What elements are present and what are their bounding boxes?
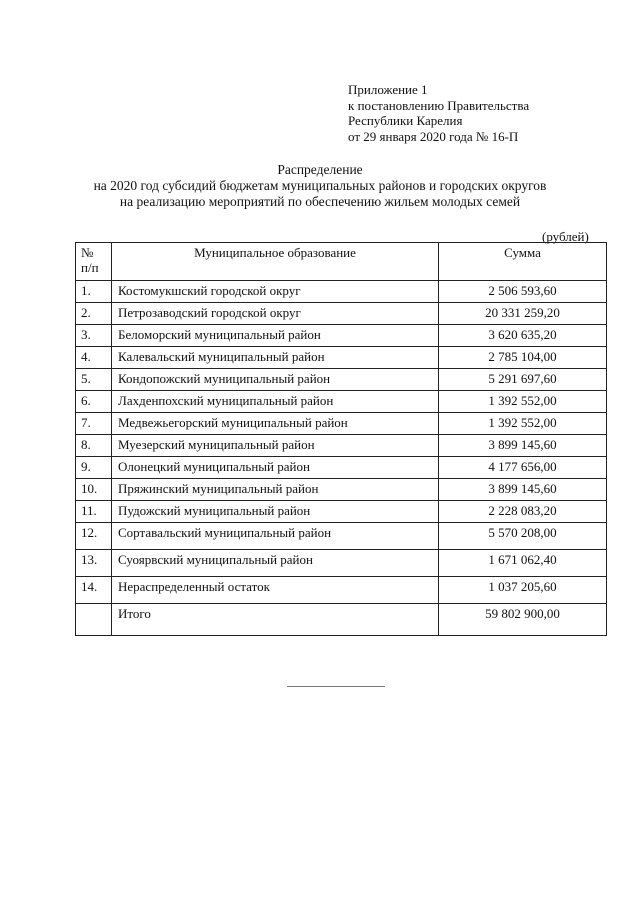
table-row xyxy=(76,325,607,347)
table-total-row xyxy=(76,604,607,636)
municipality-name: Сортавальский муниципальный район xyxy=(112,523,439,550)
table-row xyxy=(76,303,607,325)
row-number: 6. xyxy=(76,391,112,413)
table-row xyxy=(76,413,607,435)
table-row xyxy=(76,347,607,369)
subsidy-amount: 2 506 593,60 xyxy=(439,281,607,303)
header-num xyxy=(76,243,112,281)
municipality-name: Нераспределенный остаток xyxy=(112,577,439,604)
row-number: 5. xyxy=(76,369,112,391)
appendix-line-1: Приложение 1 xyxy=(348,82,428,97)
subsidy-amount: 2 228 083,20 xyxy=(439,501,607,523)
row-number: 7. xyxy=(76,413,112,435)
unit-label: (рублей) xyxy=(542,229,589,244)
table-row xyxy=(76,457,607,479)
municipality-name: Суоярвский муниципальный район xyxy=(112,550,439,577)
table-row xyxy=(76,391,607,413)
document-title xyxy=(0,162,640,210)
row-number xyxy=(76,604,112,636)
appendix-line-4: от 29 января 2020 года № 16-П xyxy=(348,128,519,144)
municipality-name: Пряжинский муниципальный район xyxy=(112,479,439,501)
appendix-line-2: к постановлению Правительства xyxy=(348,97,530,113)
municipality-name: Муезерский муниципальный район xyxy=(112,435,439,457)
municipality-name: Олонецкий муниципальный район xyxy=(112,457,439,479)
subsidy-amount: 4 177 656,00 xyxy=(439,457,607,479)
table-row xyxy=(76,501,607,523)
row-number: 3. xyxy=(76,325,112,347)
municipality-name: Медвежьегорский муниципальный район xyxy=(112,413,439,435)
header-num-line-2: п/п xyxy=(81,260,99,275)
header-name: Муниципальное образование xyxy=(112,243,439,281)
subsidy-amount: 5 291 697,60 xyxy=(439,369,607,391)
distribution-table xyxy=(75,242,607,636)
appendix-header xyxy=(348,82,529,144)
row-number: 8. xyxy=(76,435,112,457)
table-row xyxy=(76,435,607,457)
municipality-name: Беломорский муниципальный район xyxy=(112,325,439,347)
table-row xyxy=(76,369,607,391)
row-number: 10. xyxy=(76,479,112,501)
row-number: 14. xyxy=(76,577,112,604)
row-number: 2. xyxy=(76,303,112,325)
municipality-name: Лахденпохский муниципальный район xyxy=(112,391,439,413)
municipality-name: Кондопожский муниципальный район xyxy=(112,369,439,391)
table-row xyxy=(76,281,607,303)
subsidy-amount: 1 037 205,60 xyxy=(439,577,607,604)
row-number: 1. xyxy=(76,281,112,303)
municipality-name: Петрозаводский городской округ xyxy=(112,303,439,325)
municipality-name: Итого xyxy=(112,604,439,636)
table-row xyxy=(76,479,607,501)
header-sum: Сумма xyxy=(439,243,607,281)
row-number: 11. xyxy=(76,501,112,523)
appendix-line-3: Республики Карелия xyxy=(348,113,463,128)
subsidy-amount: 3 899 145,60 xyxy=(439,435,607,457)
table-header-row xyxy=(76,243,607,281)
subsidy-amount: 1 671 062,40 xyxy=(439,550,607,577)
subsidy-amount: 2 785 104,00 xyxy=(439,347,607,369)
subsidy-amount: 1 392 552,00 xyxy=(439,413,607,435)
municipality-name: Пудожский муниципальный район xyxy=(112,501,439,523)
table-row xyxy=(76,523,607,550)
table-row xyxy=(76,550,607,577)
subsidy-amount: 5 570 208,00 xyxy=(439,523,607,550)
subsidy-amount: 59 802 900,00 xyxy=(439,604,607,636)
title-line-3: на реализацию мероприятий по обеспечению жильем молодых семей xyxy=(119,194,521,209)
row-number: 12. xyxy=(76,523,112,550)
municipality-name: Калевальский муниципальный район xyxy=(112,347,439,369)
municipality-name: Костомукшский городской округ xyxy=(112,281,439,303)
subsidy-amount: 20 331 259,20 xyxy=(439,303,607,325)
header-num-line-1: № xyxy=(81,245,94,260)
row-number: 4. xyxy=(76,347,112,369)
title-line-1: Распределение xyxy=(277,162,363,177)
footer-divider xyxy=(287,686,385,687)
subsidy-amount: 3 620 635,20 xyxy=(439,325,607,347)
subsidy-amount: 3 899 145,60 xyxy=(439,479,607,501)
row-number: 9. xyxy=(76,457,112,479)
table-row xyxy=(76,577,607,604)
row-number: 13. xyxy=(76,550,112,577)
subsidy-amount: 1 392 552,00 xyxy=(439,391,607,413)
title-line-2: на 2020 год субсидий бюджетам муниципальных районов и городских округов xyxy=(93,178,547,193)
